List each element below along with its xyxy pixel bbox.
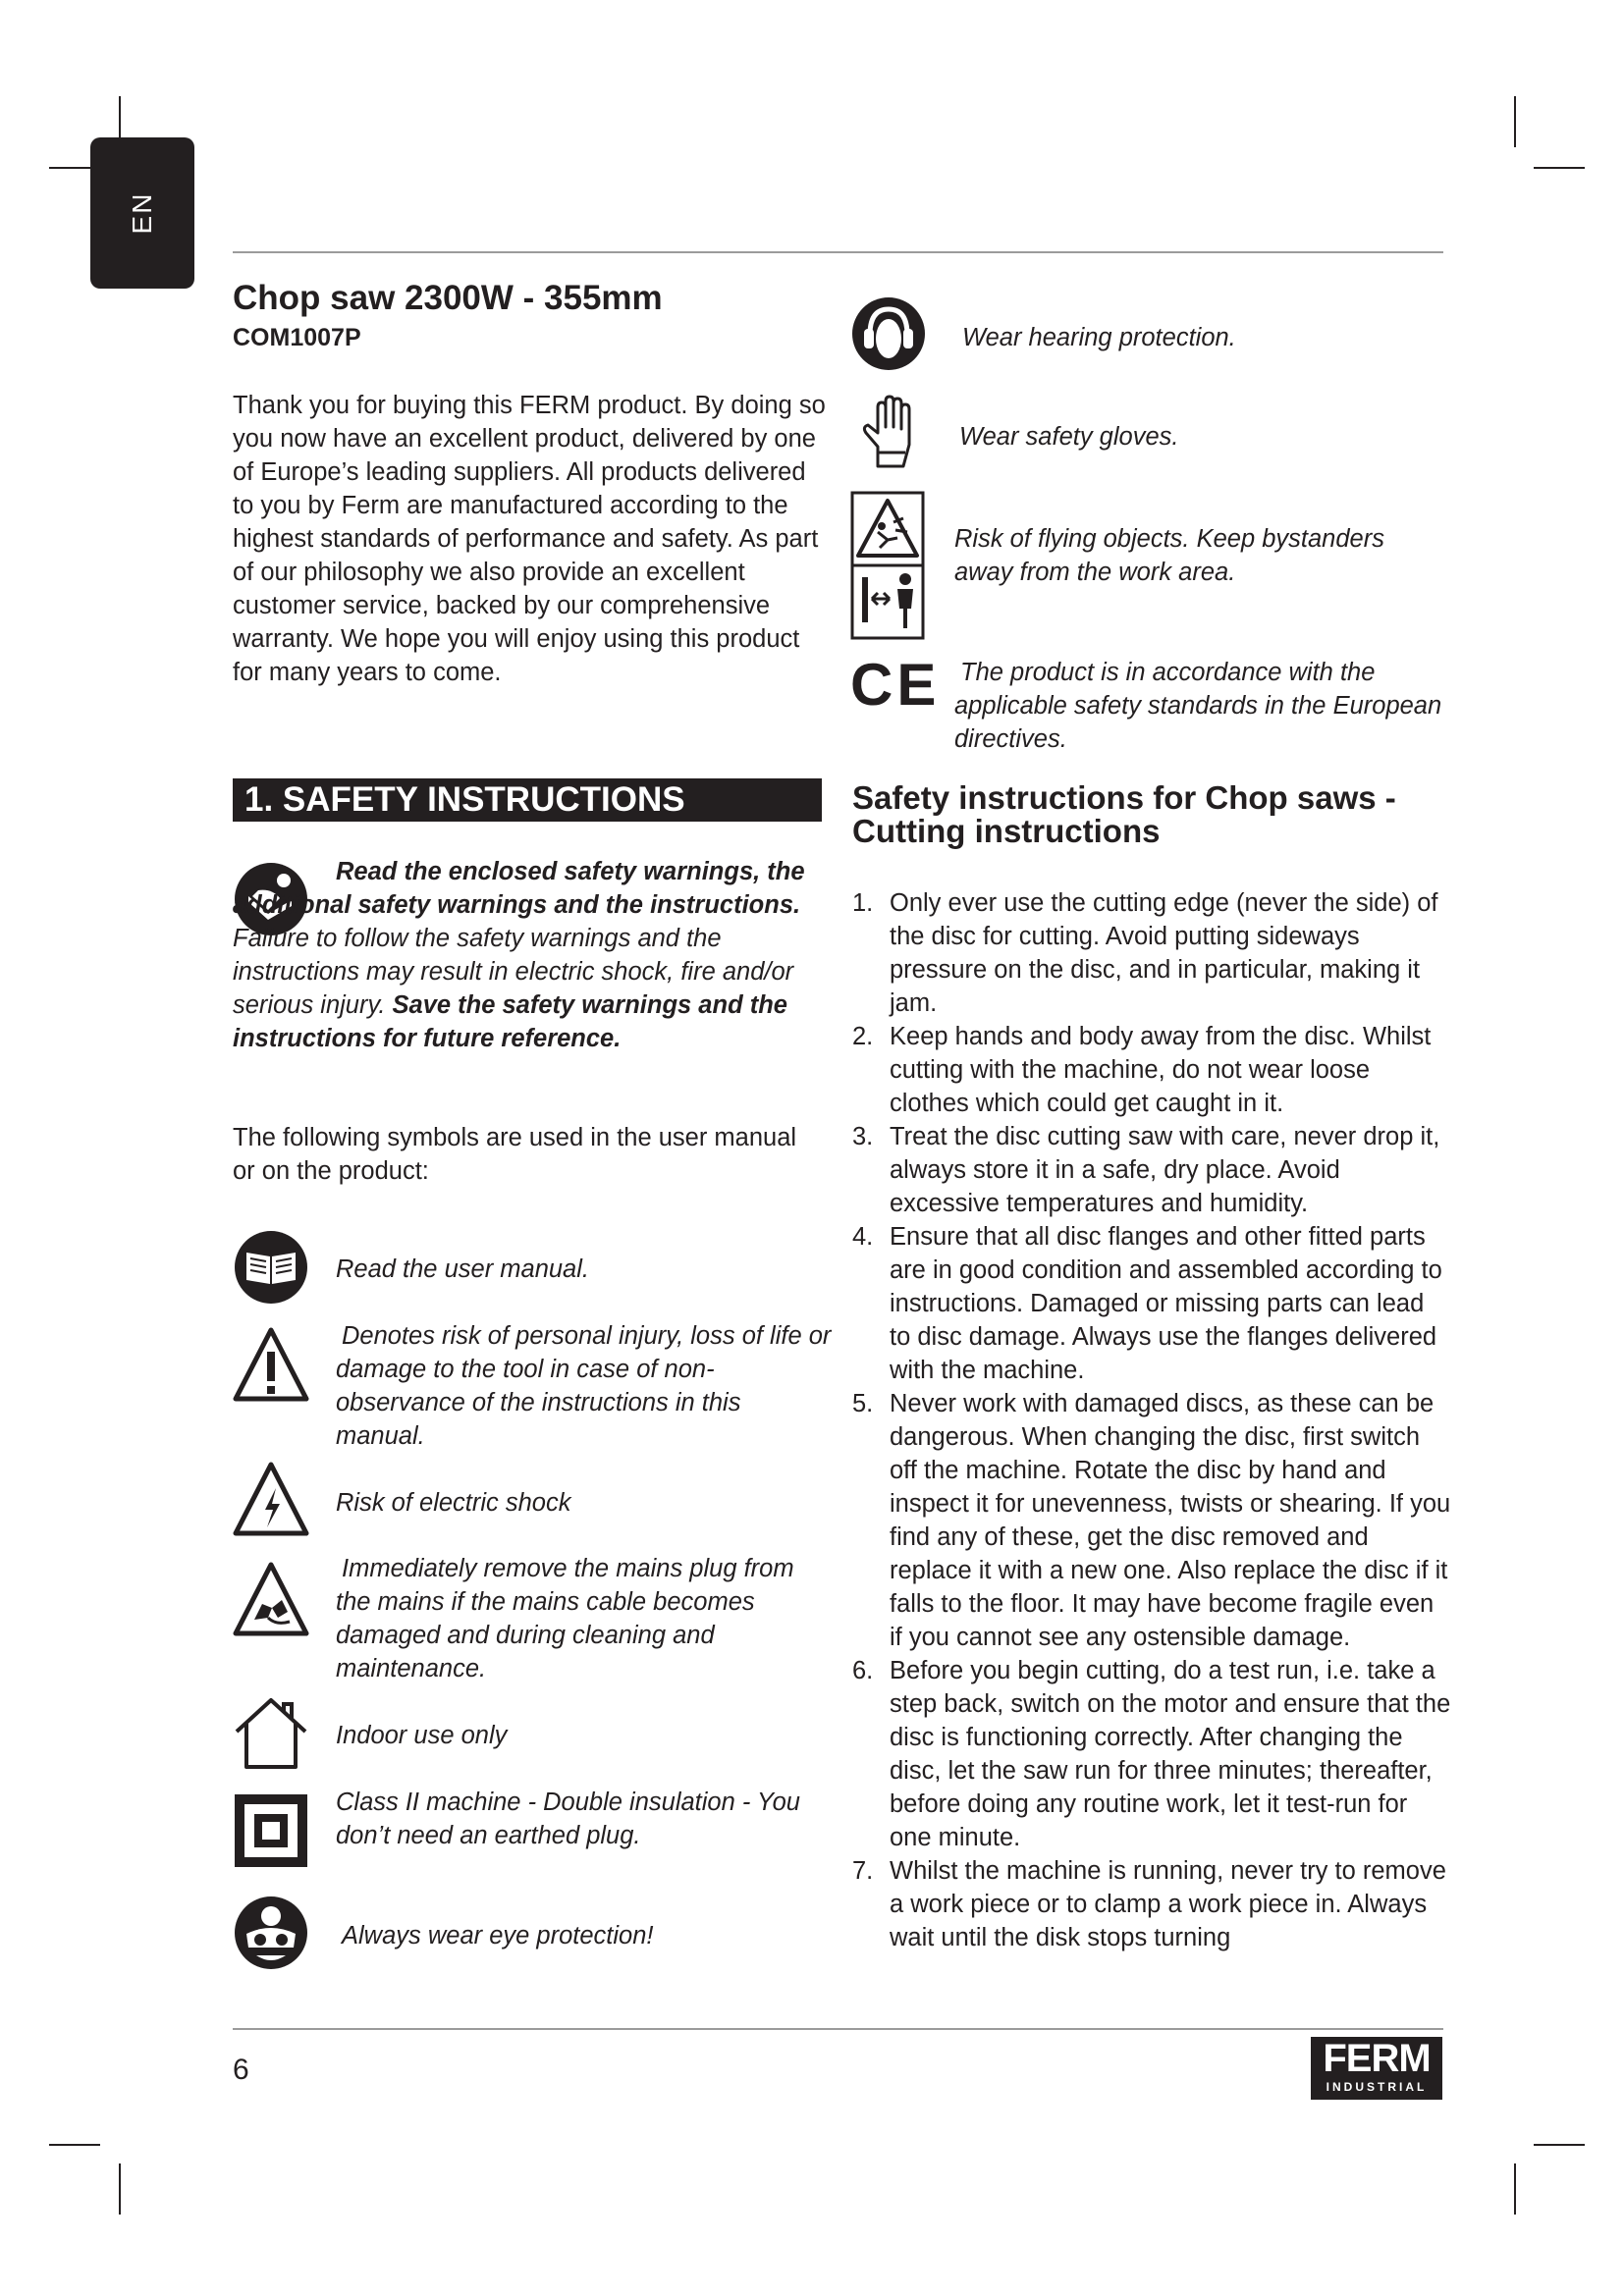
page-title: Chop saw 2300W - 355mm	[233, 279, 663, 317]
warning-triangle-icon	[233, 1326, 309, 1403]
crop-mark	[1514, 96, 1516, 147]
unplug-icon	[233, 1561, 309, 1637]
crop-mark	[1514, 2163, 1516, 2215]
crop-mark	[119, 2163, 121, 2215]
intro-paragraph: Thank you for buying this FERM product. By doing so you now have an excellent product, delivered by one of Europe’s leading suppliers. All products delivered to you by Ferm are manufactured according to the highest standards of performance and safety. As part of our philosophy we also provide an excellent customer service, backed by our comprehensive warranty. We hope you will enjoy using this product for many years to come.	[233, 392, 826, 686]
eye-protection-icon	[233, 1895, 309, 1971]
list-item: 4. Ensure that all disc flanges and other fitted parts are in good condition and assembled according to instructions. Damaged or missing parts can lead to disc damage. Always use the flanges delivered with the machine.	[852, 1223, 1442, 1384]
symbol-text: Read the user manual.	[336, 1255, 589, 1283]
crop-mark	[49, 2144, 100, 2146]
symbol-text: Indoor use only	[336, 1722, 508, 1749]
read-warnings-text: Failure to follow the safety warnings and the instructions may result in electric shock, fire and/or serious injury.	[233, 925, 794, 1019]
ce-mark-icon: CE	[850, 652, 941, 718]
house-icon	[233, 1694, 309, 1771]
language-label: EN	[127, 191, 157, 235]
symbol-text: Wear hearing protection.	[962, 324, 1236, 351]
symbol-text: Class II machine - Double insulation - You don’t need an earthed plug.	[336, 1789, 800, 1849]
symbol-text: The product is in accordance with the applicable safety standards in the European directives.	[954, 659, 1442, 753]
ferm-logo	[1311, 2037, 1442, 2100]
model-number: COM1007P	[233, 324, 361, 351]
double-insulation-icon	[233, 1792, 309, 1869]
list-item: 5. Never work with damaged discs, as these can be dangerous. When changing the disc, first switch off the machine. Rotate the disc by hand and inspect it for unevenness, twists or shearing. If you find any of these, get the disc removed and replace it with a new one. Also replace the disc if it falls to the floor. It may have become fragile even if you cannot see any ostensible damage.	[852, 1390, 1451, 1651]
symbol-text: Immediately remove the mains plug from the mains if the mains cable becomes damaged and during cleaning and maintenance.	[336, 1555, 794, 1682]
cutting-instructions-heading: Safety instructions for Chop saws - Cutting instructions	[852, 779, 1396, 849]
section-heading: 1. SAFETY INSTRUCTIONS	[233, 778, 822, 822]
crop-mark	[1534, 2144, 1585, 2146]
flying-objects-icon	[850, 491, 925, 640]
safety-gloves-icon	[850, 394, 927, 470]
header-rule	[233, 251, 1443, 253]
footer-rule	[233, 2028, 1443, 2030]
read-warnings-bold: Read the enclosed safety warnings, the additional safety warnings and the instructions.	[233, 858, 805, 919]
book-icon	[233, 1229, 309, 1306]
read-warnings-paragraph	[233, 855, 832, 1055]
logo-sub: INDUSTRIAL	[1326, 2080, 1428, 2094]
crop-mark	[1534, 167, 1585, 169]
page-number: 6	[233, 2054, 249, 2086]
symbol-text: Denotes risk of personal injury, loss of life or damage to the tool in case of non-observance of the instructions in this manual.	[336, 1322, 832, 1450]
list-item: 7. Whilst the machine is running, never try to remove a work piece or to clamp a work piece in. Always wait until the disk stops turning	[852, 1857, 1446, 1951]
symbol-text: Always wear eye protection!	[342, 1922, 654, 1949]
logo-main: FERM	[1323, 2037, 1431, 2080]
cutting-steps-list	[852, 886, 1451, 1954]
list-item: 6. Before you begin cutting, do a test run, i.e. take a step back, switch on the motor and ensure that the disc is functioning correctly. After changing the disc, let the saw run for three minutes; thereafter, before doing any routine work, let it test-run for one minute.	[852, 1657, 1451, 1851]
list-item: 2. Keep hands and body away from the disc. Whilst cutting with the machine, do not wear loose clothes which could get caught in it.	[852, 1023, 1432, 1117]
symbol-text: Risk of flying objects. Keep bystanders away from the work area.	[954, 525, 1384, 586]
list-item: 3. Treat the disc cutting saw with care, never drop it, always store it in a safe, dry place. Avoid excessive temperatures and humidity.	[852, 1123, 1440, 1217]
list-item: 1. Only ever use the cutting edge (never the side) of the disc for cutting. Avoid putting sideways pressure on the disc, and in particular, making it jam.	[852, 889, 1438, 1017]
electric-shock-icon	[233, 1461, 309, 1537]
language-tab	[90, 137, 194, 289]
symbol-text: Wear safety gloves.	[959, 423, 1179, 451]
symbol-text: Risk of electric shock	[336, 1489, 571, 1517]
hearing-protection-icon	[850, 295, 927, 372]
read-warnings-bold-end: Save the safety warnings and the instructions for future reference.	[233, 991, 787, 1052]
symbols-intro: The following symbols are used in the user manual or on the product:	[233, 1124, 797, 1185]
